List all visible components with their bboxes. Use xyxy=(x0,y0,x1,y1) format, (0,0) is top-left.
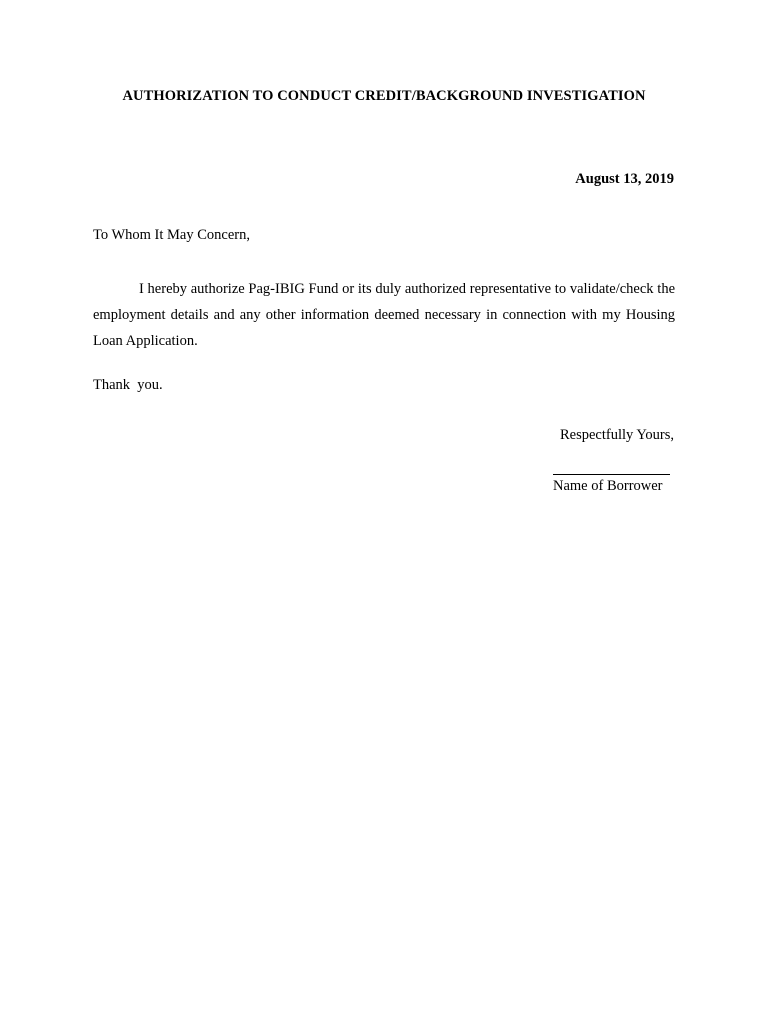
signature-line xyxy=(553,474,670,475)
authorization-paragraph: I hereby authorize Pag-IBIG Fund or its duly authorized representative to validate/check the employment details and any other information deemed necessary in connection with my Housing Loan Application. xyxy=(93,281,675,349)
letter-date: August 13, 2019 xyxy=(575,171,674,187)
document-title: AUTHORIZATION TO CONDUCT CREDIT/BACKGROUND INVESTIGATION xyxy=(122,88,646,104)
thank-you-line: Thank you. xyxy=(93,377,163,393)
salutation: To Whom It May Concern, xyxy=(93,227,250,243)
closing-line: Respectfully Yours, xyxy=(560,427,674,443)
signature-label: Name of Borrower xyxy=(553,478,663,494)
